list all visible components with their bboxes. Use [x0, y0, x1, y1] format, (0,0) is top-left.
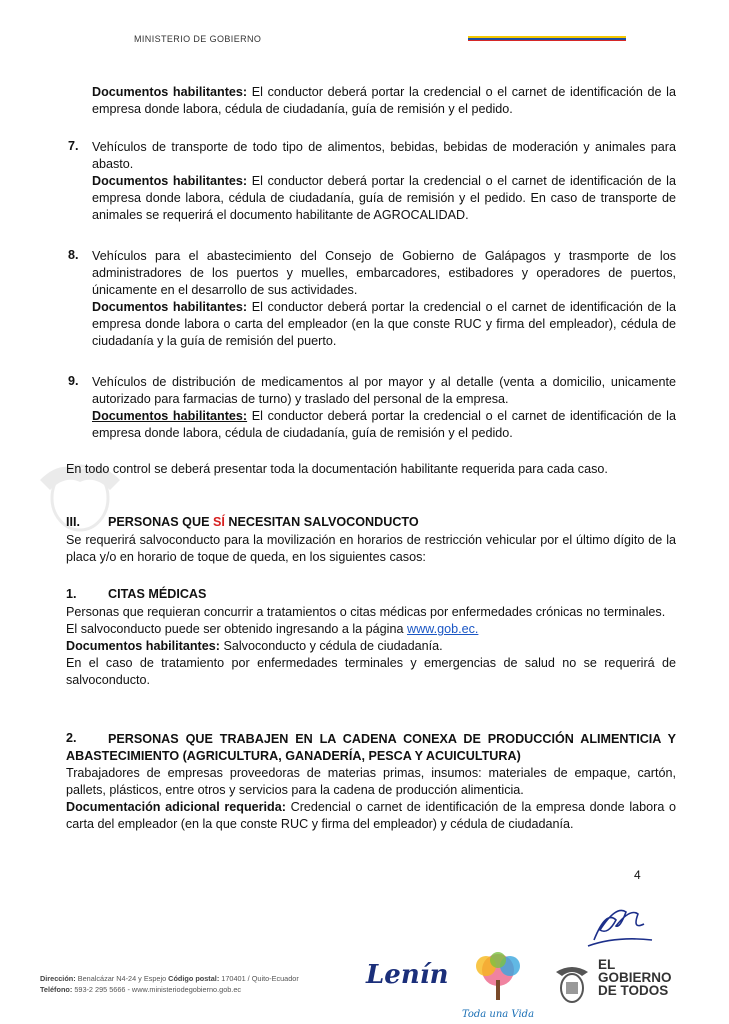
- case-1-title: CITAS MÉDICAS: [108, 587, 207, 601]
- item-9-doc-text: El conductor deberá portar la credencial o el carnet de identificación de la empresa donde labora, cédula de ciudadanía, guía de remisión y el pedido.: [92, 409, 676, 440]
- coat-of-arms-icon: [552, 962, 592, 1006]
- case-2-number: 2.: [66, 731, 77, 745]
- case-1-doc-text: Salvoconducto y cédula de ciudadanía.: [219, 639, 443, 653]
- footer-dir-label: Dirección:: [40, 974, 76, 983]
- section-3-heading: [66, 515, 419, 529]
- item-9: [92, 374, 676, 442]
- item-8-number: 8.: [68, 248, 79, 262]
- case-2-doc-text: Credencial o carnet de identificación de la empresa donde labora o carta del empleador (en la que conste RUC y firma del empleador) y cédula de ciudadanía.: [66, 800, 676, 831]
- footer-tel-text: 593-2 295 5666 - www.ministeriodegobierno.gob.ec: [72, 985, 242, 994]
- lenin-logo: Lenín: [366, 960, 449, 990]
- item-7-doc-text: El conductor deberá portar la credencial o el carnet de identificación de la empresa donde labora, cédula de ciudadanía, guía de remisión y el pedido. En caso de transporte de animales se requerirá el documento habilitante de AGROCALIDAD.: [92, 174, 676, 222]
- header-ministry: MINISTERIO DE GOBIERNO: [134, 34, 262, 44]
- item-8-doc-text: El conductor deberá portar la credencial o el carnet de identificación de la empresa donde labora o carta del empleador (en la que conste RUC y firma del empleador), cédula de ciudadanía y la guía de remisión del puerto.: [92, 300, 676, 348]
- item-7-text: Vehículos de transporte de todo tipo de alimentos, bebidas, bebidas de moderación y animales para abasto.: [92, 140, 676, 171]
- case-1-body: [66, 604, 676, 689]
- page-number: 4: [634, 868, 641, 882]
- case-2-p1: Trabajadores de empresas proveedoras de materias primas, insumos: materiales de empaque, cartón, pallets, plásticos, entre otros y servicios para la cadena de producción alimenticia.: [66, 766, 676, 797]
- closing-paragraph: En todo control se deberá presentar toda la documentación habilitante requerida para cada caso.: [66, 462, 608, 476]
- case-1-p2: El salvoconducto puede ser obtenido ingresando a la página: [66, 622, 407, 636]
- section-3-title-b: NECESITAN SALVOCONDUCTO: [224, 515, 419, 529]
- case-2-doc-label: Documentación adicional requerida:: [66, 800, 286, 814]
- section-3-title-si: SÍ: [212, 515, 225, 529]
- footer-address: [40, 973, 299, 995]
- item-7-doc-label: Documentos habilitantes:: [92, 174, 248, 188]
- footer-cp-label: Código postal:: [168, 974, 220, 983]
- case-1-p1: Personas que requieran concurrir a tratamientos o citas médicas por enfermedades crónicas no terminales.: [66, 605, 666, 619]
- intro-label: Documentos habilitantes:: [92, 85, 248, 99]
- case-1-doc-label: Documentos habilitantes:: [66, 639, 220, 653]
- case-1-number: 1.: [66, 587, 77, 601]
- gobierno-de-todos-logo: EL GOBIERNO DE TODOS: [598, 957, 672, 998]
- intro-text: El conductor deberá portar la credencial o el carnet de identificación de la empresa donde labora, cédula de ciudadanía, guía de remisión y el pedido.: [92, 85, 676, 116]
- item-9-doc-label: Documentos habilitantes:: [92, 409, 248, 423]
- case-2-title: PERSONAS QUE TRABAJEN EN LA CADENA CONEXA DE PRODUCCIÓN ALIMENTICIA Y ABASTECIMIENTO (AGRICULTURA, GANADERÍA, PESCA Y ACUICULTURA): [66, 732, 676, 763]
- footer-dir-text: Benalcázar N4-24 y Espejo: [75, 974, 169, 983]
- section-3-number: III.: [66, 515, 80, 529]
- item-9-number: 9.: [68, 374, 79, 388]
- flag-stripe: [468, 36, 626, 41]
- footer-tel-label: Teléfono:: [40, 985, 73, 994]
- item-7-number: 7.: [68, 139, 79, 153]
- case-1-heading: [66, 587, 207, 601]
- section-3-title-a: PERSONAS QUE: [108, 515, 213, 529]
- gob-ec-link[interactable]: www.gob.ec.: [406, 622, 479, 636]
- section-3-intro: Se requerirá salvoconducto para la movilización en horarios de restricción vehicular por el último dígito de la placa y/o en horario de toque de queda, en los siguientes casos:: [66, 533, 676, 564]
- item-8-text: Vehículos para el abastecimiento del Consejo de Gobierno de Galápagos y trasmporte de los administradores de los puertos y muelles, embarcadores, estibadores y operadores de puertos, únicamente en el desarrollo de sus actividades.: [92, 249, 676, 297]
- case-2-body: [66, 765, 676, 833]
- toda-una-vida-logo: Toda una Vida: [460, 950, 536, 1022]
- footer-cp-text: 170401 / Quito-Ecuador: [219, 974, 299, 983]
- item-8-doc-label: Documentos habilitantes:: [92, 300, 248, 314]
- case-1-p3: En el caso de tratamiento por enfermedades terminales y emergencias de salud no se requerirá de salvoconducto.: [66, 656, 676, 687]
- item-8: [92, 248, 676, 350]
- handwritten-signature: [586, 900, 656, 955]
- item-7: [92, 139, 676, 224]
- intro-paragraph: [92, 84, 676, 118]
- item-9-text: Vehículos de distribución de medicamentos al por mayor y al detalle (venta a domicilio, unicamente autorizado para farmacias de turno) y traslado del personal de la empresa.: [92, 375, 676, 406]
